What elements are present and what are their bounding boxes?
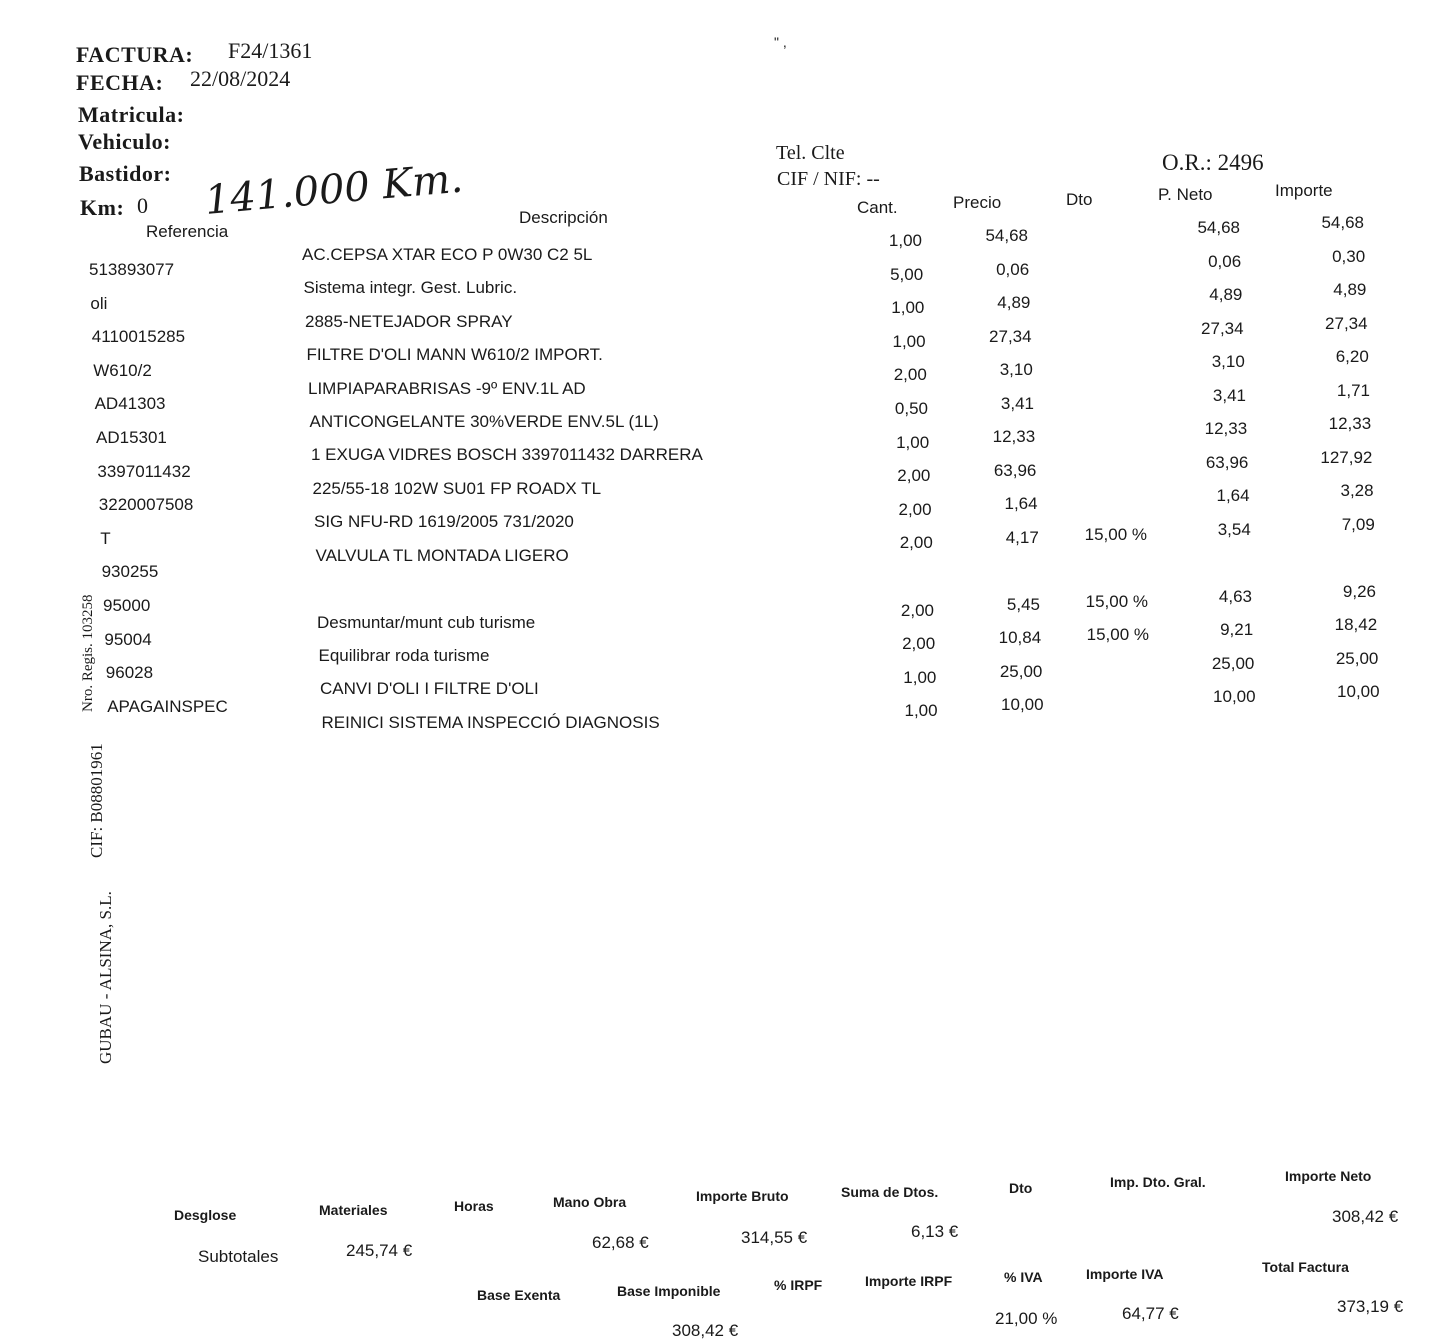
description-cell: AC.CEPSA XTAR ECO P 0W30 C2 5L — [302, 245, 593, 264]
irpf-amount-label: Importe IRPF — [865, 1273, 953, 1289]
description-cell: Equilibrar roda turisme — [318, 645, 490, 665]
vat-amount-value: 64,77 € — [1122, 1304, 1179, 1323]
description-cell: CANVI D'OLI I FILTRE D'OLI — [320, 679, 539, 699]
net-amount-label: Importe Neto — [1285, 1168, 1372, 1184]
net-price-cell: 63,96 — [1205, 452, 1249, 472]
invoice-number: F24/1361 — [228, 38, 313, 63]
client-tax-id-label: CIF / NIF: -- — [777, 168, 880, 190]
amount-cell: 127,92 — [1320, 447, 1373, 467]
amount-cell: 4,89 — [1333, 280, 1367, 299]
quantity-cell: 1,00 — [888, 231, 922, 250]
reference-cell: 3397011432 — [97, 461, 191, 481]
reference-cell: 4110015285 — [91, 327, 186, 347]
km-label: Km: — [80, 195, 125, 220]
vehicle-label: Vehiculo: — [78, 129, 171, 154]
net-price-cell: 4,89 — [1209, 285, 1243, 304]
amount-cell: 27,34 — [1325, 313, 1368, 333]
amount-cell: 18,42 — [1334, 615, 1378, 634]
amount-cell: 10,00 — [1337, 682, 1380, 701]
net-price-cell: 9,21 — [1220, 620, 1254, 639]
reference-cell: W610/2 — [93, 360, 152, 380]
quantity-cell: 2,00 — [900, 600, 934, 620]
discount-cell: 15,00 % — [1086, 625, 1149, 644]
labor-label: Mano Obra — [553, 1194, 627, 1210]
side-company-name: GUBAU - ALSINA, S.L. — [96, 891, 115, 1064]
km-value: 0 — [137, 193, 148, 218]
price-cell: 1,64 — [1004, 494, 1038, 513]
amount-cell: 7,09 — [1341, 514, 1375, 534]
plate-label: Matricula: — [78, 102, 185, 127]
description-cell: SIG NFU-RD 1619/2005 731/2020 — [314, 512, 574, 532]
invoice-number-label: FACTURA: — [76, 42, 194, 67]
materials-value: 245,74 € — [346, 1241, 413, 1260]
side-company-tax-id: CIF: B08801961 — [87, 743, 106, 858]
quantity-cell: 2,00 — [893, 365, 927, 385]
taxable-base-label: Base Imponible — [617, 1283, 721, 1299]
description-cell: 1 EXUGA VIDRES BOSCH 3397011432 DARRERA — [311, 445, 703, 465]
reference-cell: T — [100, 528, 111, 548]
invoice-total-label: Total Factura — [1262, 1259, 1349, 1275]
price-cell: 54,68 — [985, 226, 1028, 245]
reference-cell: 95004 — [104, 629, 152, 649]
repair-order-number: O.R.: 2496 — [1162, 150, 1264, 175]
taxable-base-value: 308,42 € — [672, 1321, 739, 1340]
col-header-discount: Dto — [1066, 190, 1093, 209]
gross-amount-label: Importe Bruto — [696, 1188, 789, 1204]
amount-cell: 54,68 — [1321, 213, 1364, 232]
labor-value: 62,68 € — [592, 1233, 649, 1252]
invoice-date: 22/08/2024 — [190, 66, 291, 91]
quantity-cell: 5,00 — [890, 264, 924, 284]
price-cell: 10,00 — [1001, 695, 1044, 714]
client-phone-label: Tel. Clte — [776, 142, 845, 164]
quantity-cell: 2,00 — [902, 634, 936, 654]
subtotals-label: Subtotales — [198, 1247, 279, 1266]
col-header-reference: Referencia — [146, 222, 229, 241]
description-cell: VALVULA TL MONTADA LIGERO — [315, 545, 569, 565]
reference-cell: 930255 — [101, 562, 159, 582]
discounts-sum-label: Suma de Dtos. — [841, 1184, 939, 1200]
breakdown-label: Desglose — [174, 1207, 237, 1223]
description-cell: FILTRE D'OLI MANN W610/2 IMPORT. — [306, 345, 603, 365]
amount-cell: 12,33 — [1328, 414, 1372, 433]
net-price-cell: 3,10 — [1211, 352, 1245, 371]
general-discount-label: Imp. Dto. Gral. — [1110, 1174, 1206, 1190]
description-cell: 225/55-18 102W SU01 FP ROADX TL — [312, 478, 602, 498]
net-price-cell: 25,00 — [1211, 653, 1255, 673]
price-cell: 27,34 — [989, 326, 1032, 346]
reference-cell: AD15301 — [96, 428, 167, 447]
handwritten-km: 141.000 Km. — [202, 155, 465, 224]
top-marks: " , — [774, 34, 787, 50]
price-cell: 63,96 — [993, 460, 1037, 480]
price-cell: 5,45 — [1006, 594, 1040, 614]
quantity-cell: 1,00 — [904, 701, 938, 721]
description-cell: REINICI SISTEMA INSPECCIÓ DIAGNOSIS — [321, 712, 660, 732]
discounts-sum-value: 6,13 € — [911, 1222, 959, 1241]
quantity-cell: 1,00 — [891, 298, 925, 318]
reference-cell: oli — [90, 293, 108, 313]
amount-cell: 3,28 — [1340, 481, 1374, 500]
reference-cell: 95000 — [103, 596, 151, 615]
price-cell: 3,10 — [999, 360, 1033, 379]
quantity-cell: 2,00 — [897, 466, 931, 486]
exempt-base-label: Base Exenta — [477, 1287, 561, 1303]
net-price-cell: 1,64 — [1216, 486, 1250, 505]
discount-cell: 15,00 % — [1085, 591, 1148, 611]
price-cell: 0,06 — [996, 259, 1030, 279]
col-header-net-price: P. Neto — [1158, 185, 1213, 204]
reference-cell: 513893077 — [89, 260, 175, 279]
irpf-percent-label: % IRPF — [774, 1277, 823, 1293]
amount-cell: 25,00 — [1335, 648, 1379, 668]
vat-percent-value: 21,00 % — [995, 1309, 1058, 1328]
description-cell: ANTICONGELANTE 30%VERDE ENV.5L (1L) — [309, 412, 659, 431]
quantity-cell: 2,00 — [899, 533, 933, 553]
net-price-cell: 3,41 — [1212, 385, 1246, 405]
reference-cell: 3220007508 — [98, 495, 194, 515]
description-cell: Desmuntar/munt cub turisme — [317, 612, 536, 632]
invoice-total-value: 373,19 € — [1337, 1297, 1404, 1316]
reference-cell: APAGAINSPEC — [107, 696, 228, 716]
net-price-cell: 0,06 — [1208, 251, 1242, 271]
price-cell: 12,33 — [992, 427, 1036, 446]
discount-cell: 15,00 % — [1084, 524, 1147, 544]
description-cell: LIMPIAPARABRISAS -9º ENV.1L AD — [308, 378, 586, 398]
net-price-cell: 54,68 — [1197, 218, 1240, 237]
net-price-cell: 27,34 — [1201, 318, 1244, 338]
amount-cell: 9,26 — [1342, 581, 1376, 601]
amount-cell: 6,20 — [1335, 347, 1369, 366]
vat-amount-label: Importe IVA — [1086, 1266, 1164, 1282]
side-registry-number: Nro. Regis. 103258 — [80, 594, 96, 712]
net-price-cell: 3,54 — [1217, 519, 1251, 539]
amount-cell: 1,71 — [1336, 380, 1370, 400]
price-cell: 10,84 — [998, 628, 1042, 647]
hours-label: Horas — [454, 1198, 494, 1214]
description-cell: 2885-NETEJADOR SPRAY — [305, 311, 513, 331]
price-cell: 4,17 — [1005, 527, 1039, 547]
col-header-quantity: Cant. — [857, 198, 898, 217]
price-cell: 3,41 — [1000, 393, 1034, 413]
amount-cell: 0,30 — [1332, 246, 1366, 266]
quantity-cell: 2,00 — [898, 499, 932, 519]
col-header-amount: Importe — [1275, 181, 1333, 200]
net-amount-value: 308,42 € — [1332, 1207, 1399, 1226]
description-cell: Sistema integr. Gest. Lubric. — [303, 278, 518, 298]
price-cell: 4,89 — [997, 293, 1031, 312]
col-header-description: Descripción — [519, 208, 608, 227]
quantity-cell: 1,00 — [896, 432, 930, 452]
price-cell: 25,00 — [999, 661, 1043, 681]
invoice-date-label: FECHA: — [76, 70, 164, 95]
chassis-label: Bastidor: — [79, 161, 172, 186]
gross-amount-value: 314,55 € — [741, 1228, 808, 1247]
col-header-price: Precio — [953, 193, 1002, 212]
net-price-cell: 10,00 — [1213, 687, 1256, 706]
footer-discount-label: Dto — [1009, 1180, 1033, 1196]
reference-cell: 96028 — [105, 663, 154, 683]
vat-percent-label: % IVA — [1004, 1269, 1043, 1285]
materials-label: Materiales — [319, 1202, 388, 1218]
quantity-cell: 1,00 — [903, 667, 937, 687]
reference-cell: AD41303 — [94, 394, 166, 414]
net-price-cell: 12,33 — [1204, 419, 1248, 438]
net-price-cell: 4,63 — [1218, 586, 1252, 606]
quantity-cell: 0,50 — [894, 399, 928, 418]
quantity-cell: 1,00 — [892, 331, 926, 351]
